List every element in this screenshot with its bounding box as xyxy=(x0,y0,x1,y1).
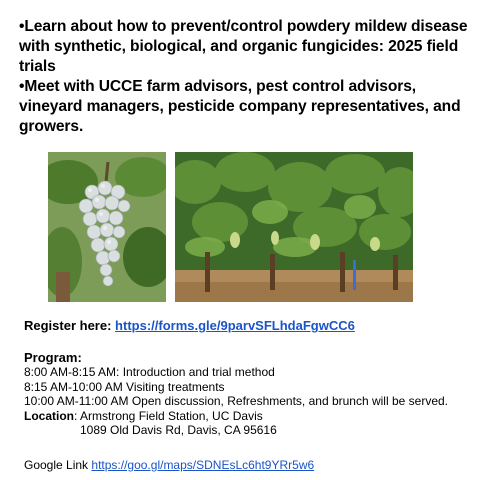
program-section xyxy=(24,350,448,438)
program-item: 8:00 AM-8:15 AM: Introduction and trial method xyxy=(24,365,275,379)
registration-link[interactable]: https://forms.gle/9parvSFLhdaFgwCC6 xyxy=(115,318,355,333)
bullet-meet: •Meet with UCCE farm advisors, pest control advisors, vineyard managers, pesticide company representatives, and growers. xyxy=(19,78,461,135)
register-label: Register here: xyxy=(24,318,116,333)
location-venue: : Armstrong Field Station, UC Davis xyxy=(74,408,263,423)
program-item: 10:00 AM-11:00 AM Open discussion, Refreshments, and brunch will be served. xyxy=(24,394,449,408)
bullet-learn: •Learn about how to prevent/control powdery mildew disease with synthetic, biological, and organic fungicides: 2025 field trials xyxy=(19,18,468,75)
google-link-line xyxy=(24,458,314,472)
grape-cluster-photo xyxy=(48,152,166,302)
google-maps-link[interactable]: https://goo.gl/maps/SDNEsLc6ht9YRr5w6 xyxy=(91,458,315,472)
intro-bullets xyxy=(19,17,474,137)
program-heading: Program: xyxy=(24,350,82,365)
program-item: 8:15 AM-10:00 AM Visiting treatments xyxy=(24,379,225,394)
registration-line xyxy=(24,318,355,333)
location-line xyxy=(24,409,448,424)
location-address: 1089 Old Davis Rd, Davis, CA 95616 xyxy=(80,423,277,437)
location-label: Location xyxy=(24,408,74,423)
vineyard-photo xyxy=(175,152,413,302)
google-link-label: Google Link xyxy=(24,458,92,472)
